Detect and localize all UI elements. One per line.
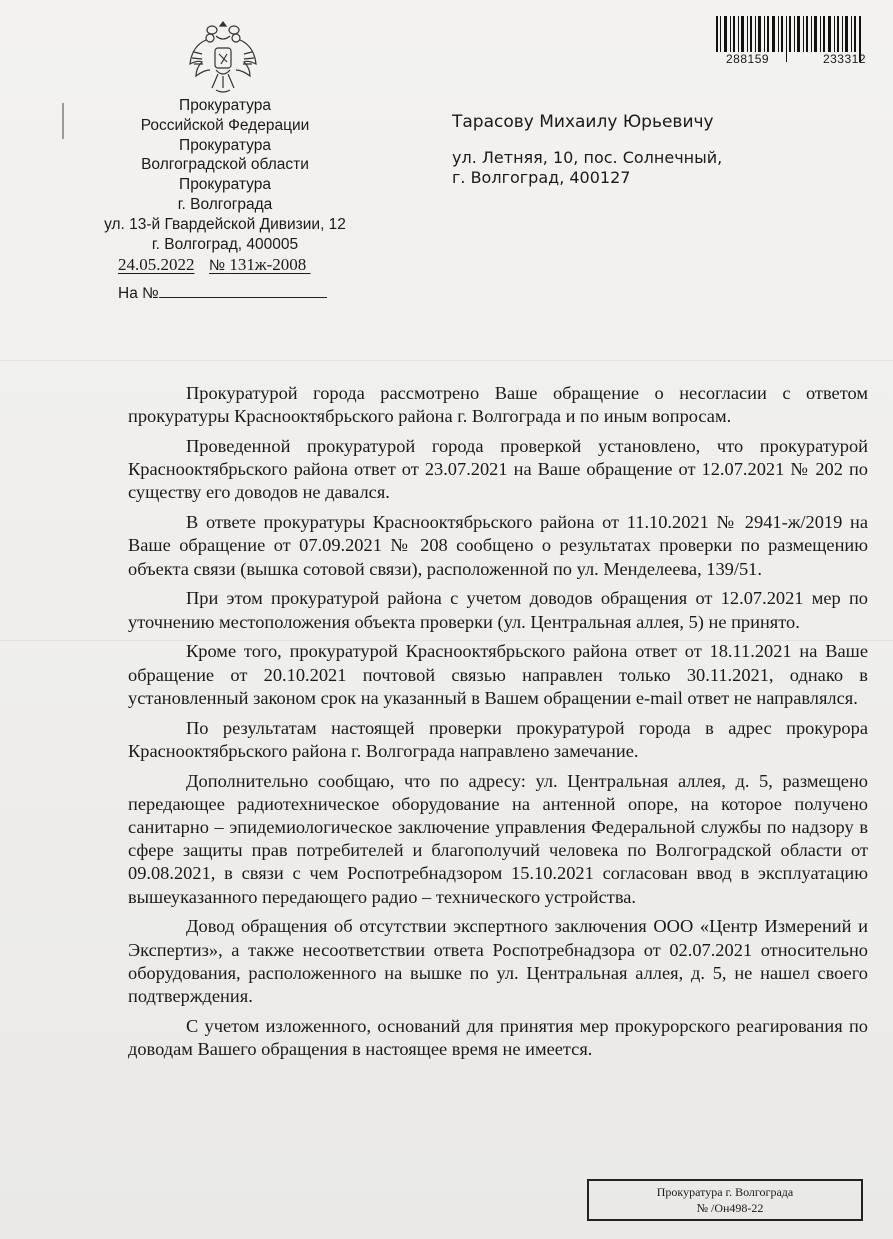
reply-label: На № <box>118 285 159 302</box>
letter-number: 131ж-2008 <box>229 255 307 274</box>
letter-date: 24.05.2022 <box>118 255 195 274</box>
barcode-numbers <box>726 52 866 66</box>
header-line: Прокуратура <box>179 136 271 154</box>
body-paragraph: По результатам настоящей проверки прокуратурой города в адрес прокурора Краснооктябрьского района г. Волгограда направлено замечание. <box>128 717 868 761</box>
recipient-name: Тарасову Михаилу Юрьевичу <box>452 112 714 132</box>
body-paragraph: Прокуратурой города рассмотрено Ваше обращение о несогласии с ответом прокуратуры Краснооктябрьского района г. Волгограда и по иным вопросам. <box>128 383 868 427</box>
reply-blank <box>159 283 327 298</box>
header-line: Волгоградской области <box>141 156 309 174</box>
letter-body <box>128 382 868 1068</box>
number-prefix: № <box>209 257 226 274</box>
paper-fold <box>0 360 893 361</box>
date-number-line <box>118 255 331 275</box>
header-line: Прокуратура <box>179 97 271 114</box>
stamp-line: № /Он498-22 <box>696 1201 764 1215</box>
header-line: г. Волгоград, 400005 <box>151 235 299 253</box>
margin-mark <box>62 103 64 139</box>
body-paragraph: При этом прокуратурой района с учетом доводов обращения от 12.07.2021 мер по уточнению местоположения объекта проверки (ул. Центральная аллея, 5) не принято. <box>128 588 868 632</box>
barcode-left-number: 288159 <box>726 52 770 66</box>
reply-reference-line <box>118 283 327 303</box>
address-line: ул. Летняя, 10, пос. Солнечный, <box>452 148 723 167</box>
body-paragraph: Довод обращения об отсутствии экспертного заключения ООО «Центр Измерений и Экспертиз», а также несоответствии ответа Роспотребнадзора от 02.07.2021 относительно оборудования, расположенного на вышке по ул. Центральная аллея, д. 5, не нашел своего подтверждения. <box>128 916 868 1007</box>
header-line: Российской Федерации <box>140 116 310 134</box>
header-line: г. Волгограда <box>177 195 273 213</box>
coat-of-arms-emblem-icon <box>186 18 260 98</box>
body-paragraph: С учетом изложенного, оснований для принятия мер прокурорского реагирования по доводам Вашего обращения в настоящее время не имеется. <box>128 1015 868 1060</box>
body-paragraph: В ответе прокуратуры Краснооктябрьского района от 11.10.2021 № 2941-ж/2019 на Ваше обращение от 07.09.2021 № 208 сообщено о результатах проверки по размещению объекта связи (вышка сотовой связи), расположенной по ул. Менделеева, 139/51. <box>128 512 868 579</box>
stamp-line: Прокуратура г. Волгограда <box>656 1185 794 1199</box>
body-paragraph: Кроме того, прокуратурой Краснооктябрьского района ответ от 18.11.2021 на Ваше обращение от 20.10.2021 почтовой связью направлен только 30.11.2021, однако в установленный законом срок на указанный в Вашем обращении e-mail ответ не направлялся. <box>128 641 868 708</box>
body-paragraph: Проведенной прокуратурой города проверкой установлено, что прокуратурой Краснооктябрьского района ответ от 23.07.2021 на Ваше обращение от 12.07.2021 № 202 по существу его доводов не давался. <box>128 436 868 503</box>
registration-stamp <box>587 1179 863 1221</box>
address-line: г. Волгоград, 400127 <box>452 168 631 187</box>
barcode-right-number: 233312 <box>822 52 866 66</box>
header-line: Прокуратура <box>179 176 271 194</box>
header-line: ул. 13-й Гвардейской Дивизии, 12 <box>104 215 346 233</box>
recipient-address <box>452 148 722 188</box>
sender-header <box>80 96 370 254</box>
body-paragraph: Дополнительно сообщаю, что по адресу: ул. Центральная аллея, д. 5, размещено передающее радиотехническое оборудование на антенной опоре, на которое получено санитарно – эпидемиологическое заключение управления Федеральной службы по надзору в сфере защиты прав потребителей и благополучий человека по Волгоградской области от 09.08.2021, в связи с чем Роспотребнадзором 15.10.2021 согласован ввод в эксплуатацию вышеуказанного передающего радио – технического устройства. <box>128 770 868 907</box>
